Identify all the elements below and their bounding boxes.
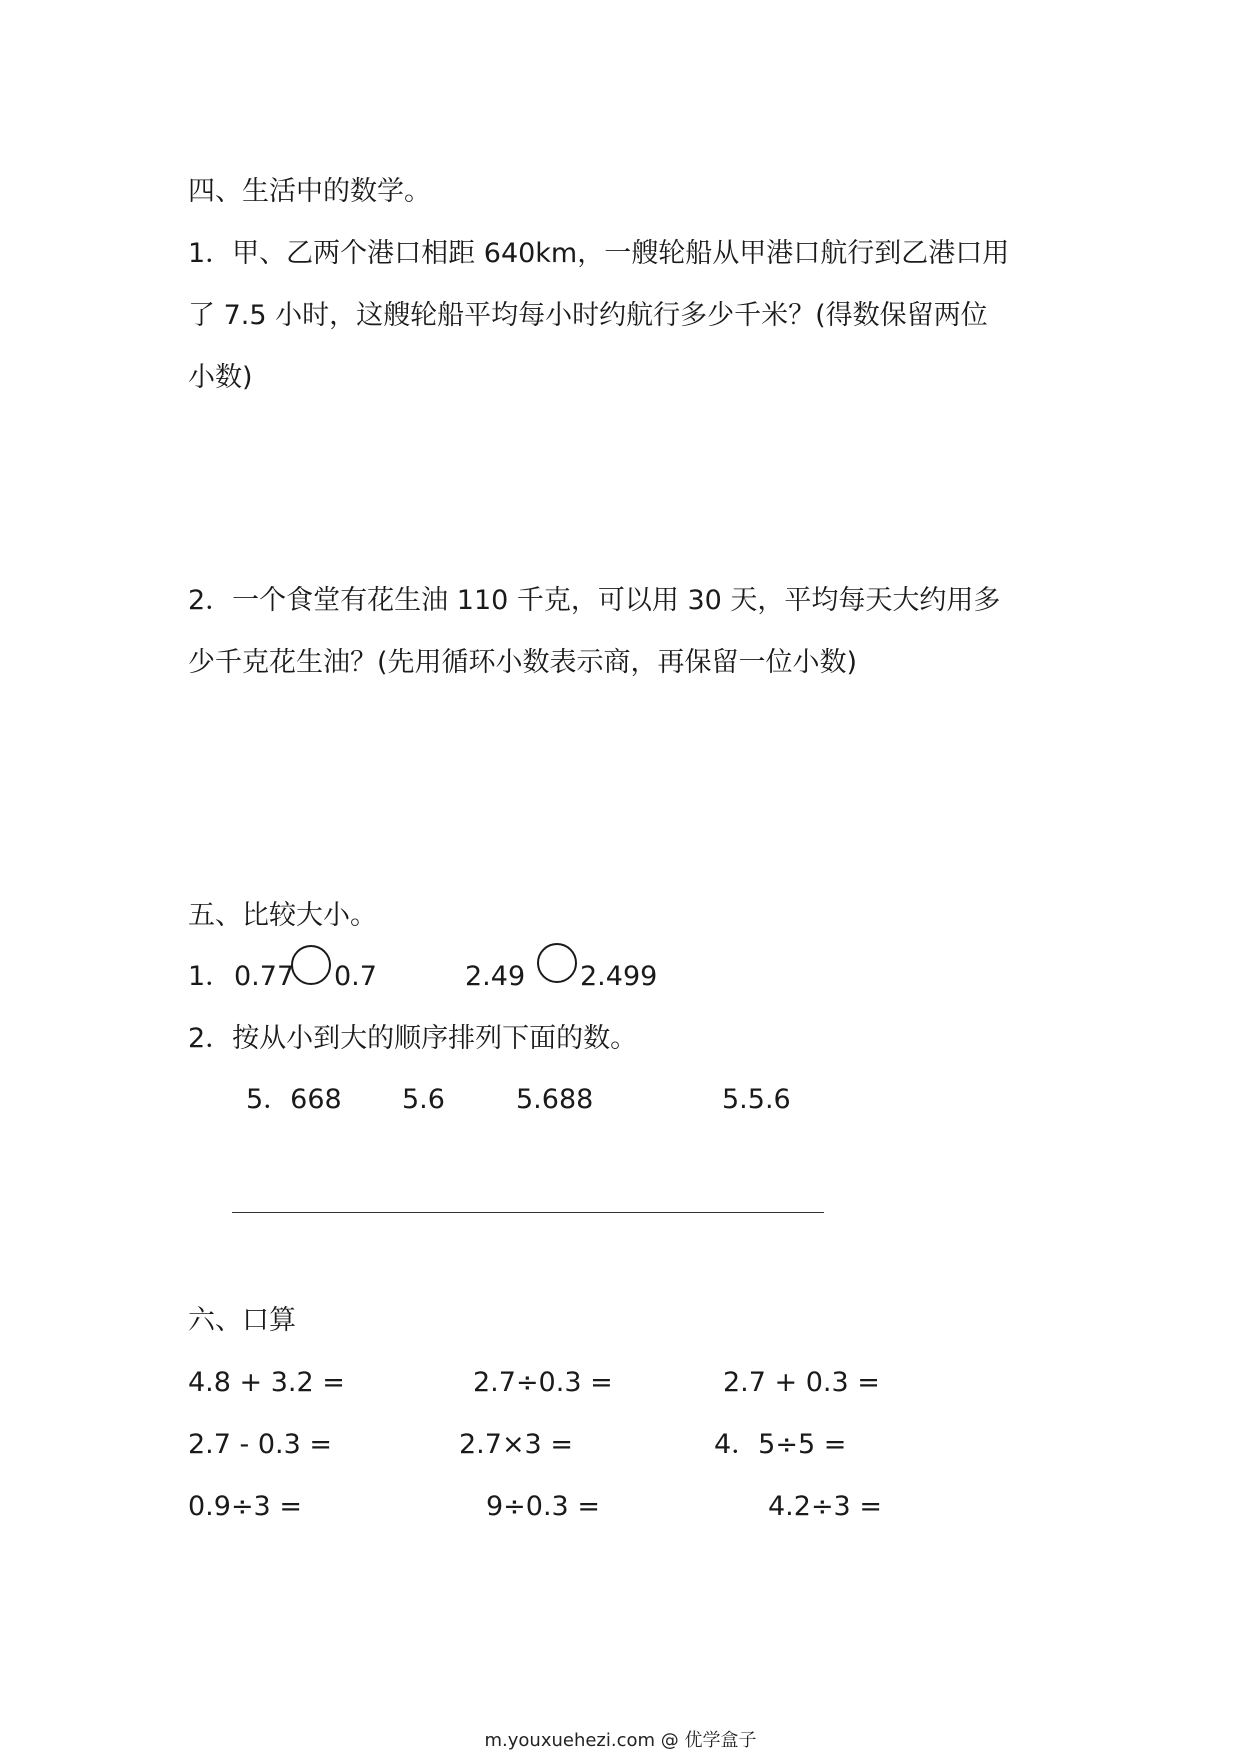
section5-title: 五、比较大小。 [188,900,377,931]
order-number: 5.688 [516,1084,594,1115]
section4-title: 四、生活中的数学。 [188,176,431,207]
section4-q2-line2: 少千克花生油？(先用循环小数表示商，再保留一位小数) [188,647,858,678]
mental-math-item: 2.7÷0.3 = [473,1367,613,1398]
section5-q2-text: 2．按从小到大的顺序排列下面的数。 [188,1023,638,1054]
footer-watermark: m.youxuehezi.com @ 优学盒子 [484,1730,757,1751]
answer-line[interactable] [232,1212,824,1213]
compare1-right-value: 0.7 [334,961,377,992]
section6-title: 六、口算 [188,1305,296,1336]
compare1-answer-circle[interactable] [291,945,331,985]
order-number: 5.5.6 [722,1084,791,1115]
compare1-left-value: 0.77 [234,961,295,992]
mental-math-item: 4.2÷3 = [768,1491,882,1522]
mental-math-item: 4.8 + 3.2 = [188,1367,345,1398]
section4-q1-line3: 小数) [188,362,253,393]
mental-math-item: 4．5÷5 = [714,1429,847,1460]
order-number: 5.6 [402,1084,445,1115]
section4-q1-line2: 了 7.5 小时，这艘轮船平均每小时约航行多少千米？(得数保留两位 [188,300,988,331]
order-number: 5．668 [246,1084,342,1115]
mental-math-item: 0.9÷3 = [188,1491,302,1522]
mental-math-item: 2.7×3 = [459,1429,573,1460]
compare2-right-value: 2.499 [580,961,658,992]
section5-q1-label: 1． [188,961,233,992]
section4-q2-line1: 2．一个食堂有花生油 110 千克，可以用 30 天，平均每天大约用多 [188,585,1001,616]
section4-q1-line1: 1．甲、乙两个港口相距 640km，一艘轮船从甲港口航行到乙港口用 [188,238,1010,269]
mental-math-item: 2.7 + 0.3 = [723,1367,880,1398]
mental-math-item: 9÷0.3 = [486,1491,600,1522]
mental-math-item: 2.7 - 0.3 = [188,1429,332,1460]
compare2-left-value: 2.49 [465,961,526,992]
compare2-answer-circle[interactable] [537,943,577,983]
